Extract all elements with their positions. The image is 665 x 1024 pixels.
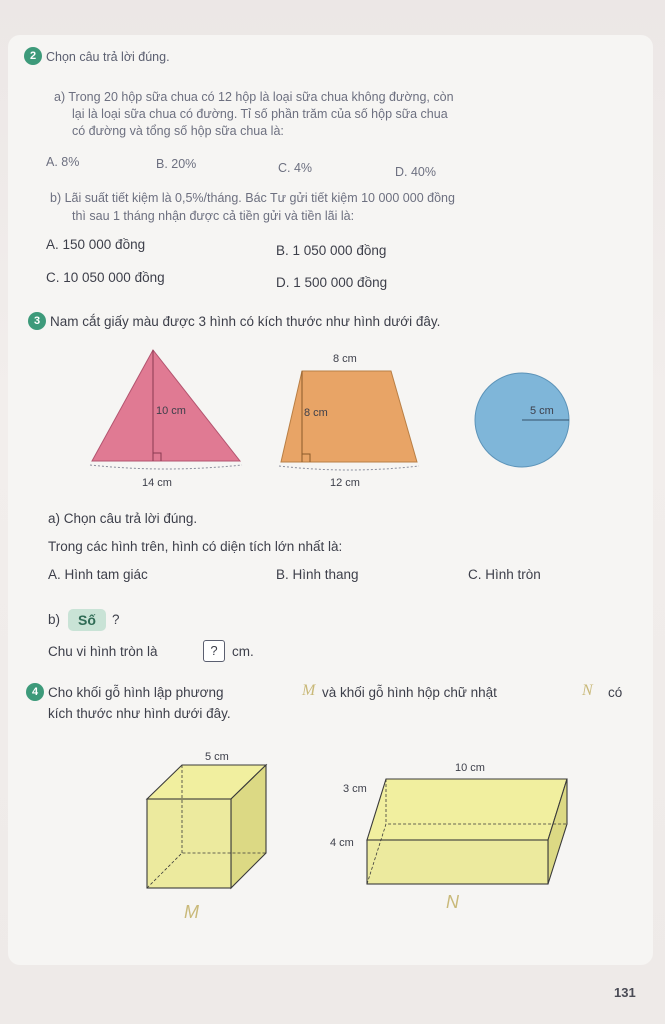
ex4-line-2: kích thước như hình dưới đây. <box>48 706 231 721</box>
cube-front-face <box>147 799 231 888</box>
ex2b-option-c[interactable]: C. 10 050 000 đồng <box>46 270 165 285</box>
ex3b-question-mark: ? <box>112 612 120 627</box>
ex4-line-1-middle: và khối gỗ hình hộp chữ nhật <box>322 685 497 700</box>
exercise-3-number: 3 <box>28 312 46 330</box>
cube-edge-label: 5 cm <box>205 751 229 763</box>
trapezoid-base-brace <box>279 466 419 470</box>
box-top-face <box>367 779 567 840</box>
ex3a-question: Trong các hình trên, hình có diện tích lớn nhất là: <box>48 539 343 554</box>
exercise-3-instruction: Nam cắt giấy màu được 3 hình có kích thước như hình dưới đây. <box>50 314 441 329</box>
ex2a-option-c[interactable]: C. 4% <box>278 161 313 175</box>
ex4-line-1-before: Cho khối gỗ hình lập phương <box>48 685 224 700</box>
ex3a-title: a) Chọn câu trả lời đúng. <box>48 511 198 526</box>
ex3a-option-c[interactable]: C. Hình tròn <box>468 567 541 582</box>
ex3a-option-b[interactable]: B. Hình thang <box>276 567 359 582</box>
trapezoid-top-label: 8 cm <box>333 353 357 365</box>
ex4-symbol-m: M <box>302 682 316 699</box>
ex2a-line-2: lại là loại sữa chua có đường. Tỉ số phần trăm của số hộp sữa chua <box>72 107 448 121</box>
circle-radius-label: 5 cm <box>530 405 554 417</box>
ex3b-prefix: b) <box>48 612 61 627</box>
ex2b-option-a[interactable]: A. 150 000 đồng <box>46 237 146 252</box>
box-length-label: 10 cm <box>455 762 485 774</box>
ex3b-text-before: Chu vi hình tròn là <box>48 644 158 659</box>
ex2b-line-2: thì sau 1 tháng nhận được cả tiền gửi và tiền lãi là: <box>72 209 355 223</box>
ex4-line-1-after: có <box>608 685 623 700</box>
triangle-base-label: 14 cm <box>142 477 172 489</box>
exercise-2-instruction: Chọn câu trả lời đúng. <box>46 50 170 64</box>
trapezoid-height-label: 8 cm <box>304 407 328 419</box>
ex2b-option-b[interactable]: B. 1 050 000 đồng <box>276 243 387 258</box>
triangle-height-label: 10 cm <box>156 405 186 417</box>
ex2b-option-d[interactable]: D. 1 500 000 đồng <box>276 275 388 290</box>
shapes-figure <box>0 340 665 500</box>
ex2b-line-1: b) Lãi suất tiết kiệm là 0,5%/tháng. Bác Tư gửi tiết kiệm 10 000 000 đồng <box>50 191 455 205</box>
ex2a-line-3: có đường và tổng số hộp sữa chua là: <box>72 124 284 138</box>
so-badge: Số <box>68 609 106 631</box>
exercise-4-number: 4 <box>26 683 44 701</box>
cube-name-label: M <box>184 902 199 922</box>
trapezoid-bottom-label: 12 cm <box>330 477 360 489</box>
trapezoid-shape <box>281 371 417 462</box>
box-name-label: N <box>446 892 459 912</box>
blocks-figure <box>0 740 665 930</box>
ex3b-text-after: cm. <box>232 644 254 659</box>
ex4-symbol-n: N <box>582 682 593 699</box>
box-height-label: 4 cm <box>330 837 354 849</box>
box-front-face <box>367 840 548 884</box>
ex2a-option-a[interactable]: A. 8% <box>46 155 80 169</box>
answer-box[interactable]: ? <box>203 640 225 662</box>
box-width-label: 3 cm <box>343 783 367 795</box>
page-number: 131 <box>614 985 636 1000</box>
ex2a-option-d[interactable]: D. 40% <box>395 165 436 179</box>
ex3a-option-a[interactable]: A. Hình tam giác <box>48 567 148 582</box>
ex2a-line-1: a) Trong 20 hộp sữa chua có 12 hộp là loại sữa chua không đường, còn <box>54 90 454 104</box>
exercise-2-number: 2 <box>24 47 42 65</box>
triangle-base-brace <box>90 465 242 469</box>
ex2a-option-b[interactable]: B. 20% <box>156 157 197 171</box>
